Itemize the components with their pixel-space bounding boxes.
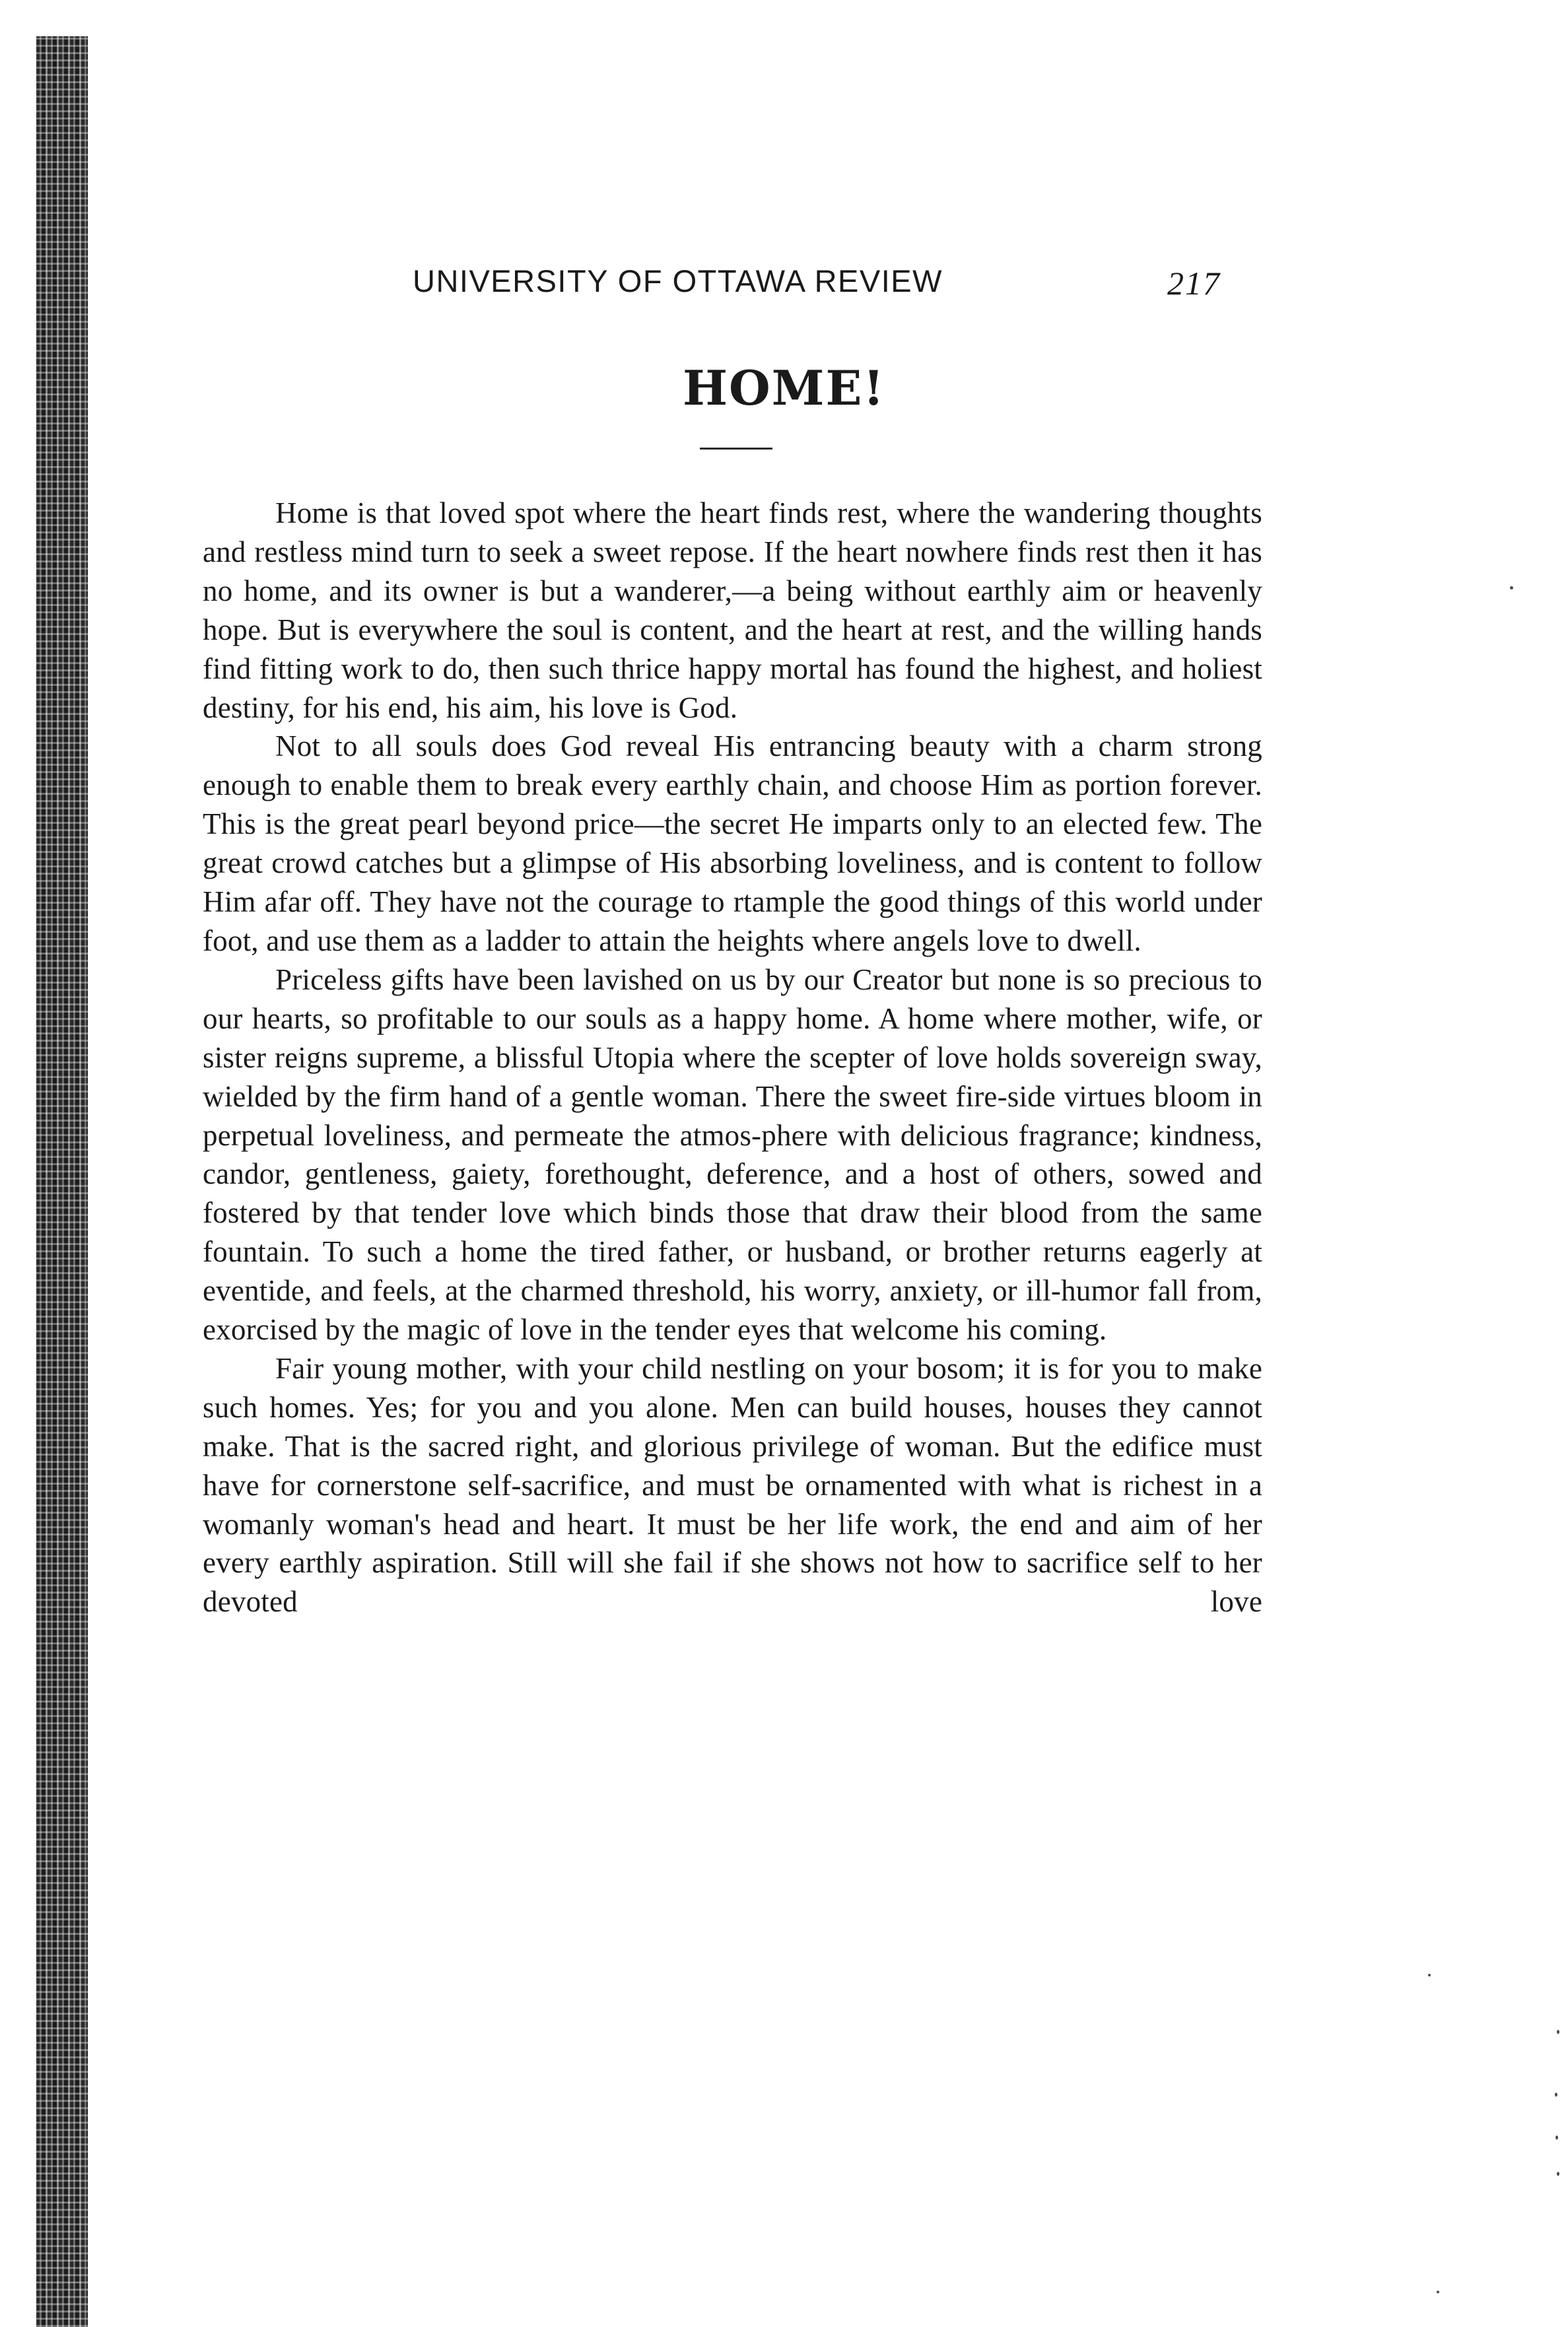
- scan-speck: [1510, 586, 1513, 590]
- scan-speck: [1437, 2291, 1439, 2293]
- page-number: 217: [1167, 265, 1221, 302]
- article-title: HOME!: [683, 360, 885, 416]
- title-rule: [700, 448, 772, 450]
- paragraph-4: Fair young mother, with your child nestling on your bosom; it is for you to make such homes. Yes; for you and you alone. Men can build houses, houses they cannot make. That is the sacred right, and glorious privilege of woman. But the edifice must have for cornerstone self-sacrifice, and must be ornamented with what is richest in a womanly woman's head and heart. It must be her life work, the end and aim of her every earthly aspiration. Still will she fail if she shows not how to sacrifice self to her devoted love: [203, 1351, 1262, 1619]
- scan-speck: [1555, 2136, 1558, 2140]
- scan-speck: [1557, 2172, 1559, 2176]
- running-head: [0, 263, 1568, 316]
- article-body: [203, 494, 1262, 1621]
- scan-speck: [1428, 1974, 1431, 1976]
- running-title: UNIVERSITY OF OTTAWA REVIEW: [413, 263, 943, 298]
- scan-speck: [1557, 2030, 1559, 2034]
- paragraph-1: Home is that loved spot where the heart finds rest, where the wandering thoughts and restless mind turn to seek a sweet repose. If the heart nowhere finds rest then it has no home, and its owner is but a wanderer,—a being without earthly aim or heavenly hope. But is everywhere the soul is content, and the heart at rest, and the willing hands find fitting work to do, then such thrice happy mortal has found the highest, and holiest destiny, for his end, his aim, his love is God.: [203, 496, 1262, 724]
- scan-speck: [1555, 2093, 1557, 2097]
- paragraph-3: Priceless gifts have been lavished on us by our Creator but none is so precious to our hearts, so profitable to our souls as a happy home. A home where mother, wife, or sister reigns supreme, a blissful Utopia where the scepter of love holds sovereign sway, wielded by the firm hand of a gentle woman. There the sweet fire-side virtues bloom in perpetual loveliness, and permeate the atmos-phere with delicious fragrance; kindness, candor, gentleness, gaiety, forethought, deference, and a host of others, sowed and fostered by that tender love which binds those that draw their blood from the same fountain. To such a home the tired father, or husband, or brother returns eagerly at eventide, and feels, at the charmed threshold, his worry, anxiety, or ill-humor fall from, exorcised by the magic of love in the tender eyes that welcome his coming.: [203, 962, 1262, 1347]
- paragraph-2: Not to all souls does God reveal His entrancing beauty with a charm strong enough to enable them to break every earthly chain, and choose Him as portion forever. This is the great pearl beyond price—the secret He imparts only to an elected few. The great crowd catches but a glimpse of His absorbing loveliness, and is content to follow Him afar off. They have not the courage to rtample the good things of this world under foot, and use them as a ladder to attain the heights where angels love to dwell.: [203, 729, 1262, 957]
